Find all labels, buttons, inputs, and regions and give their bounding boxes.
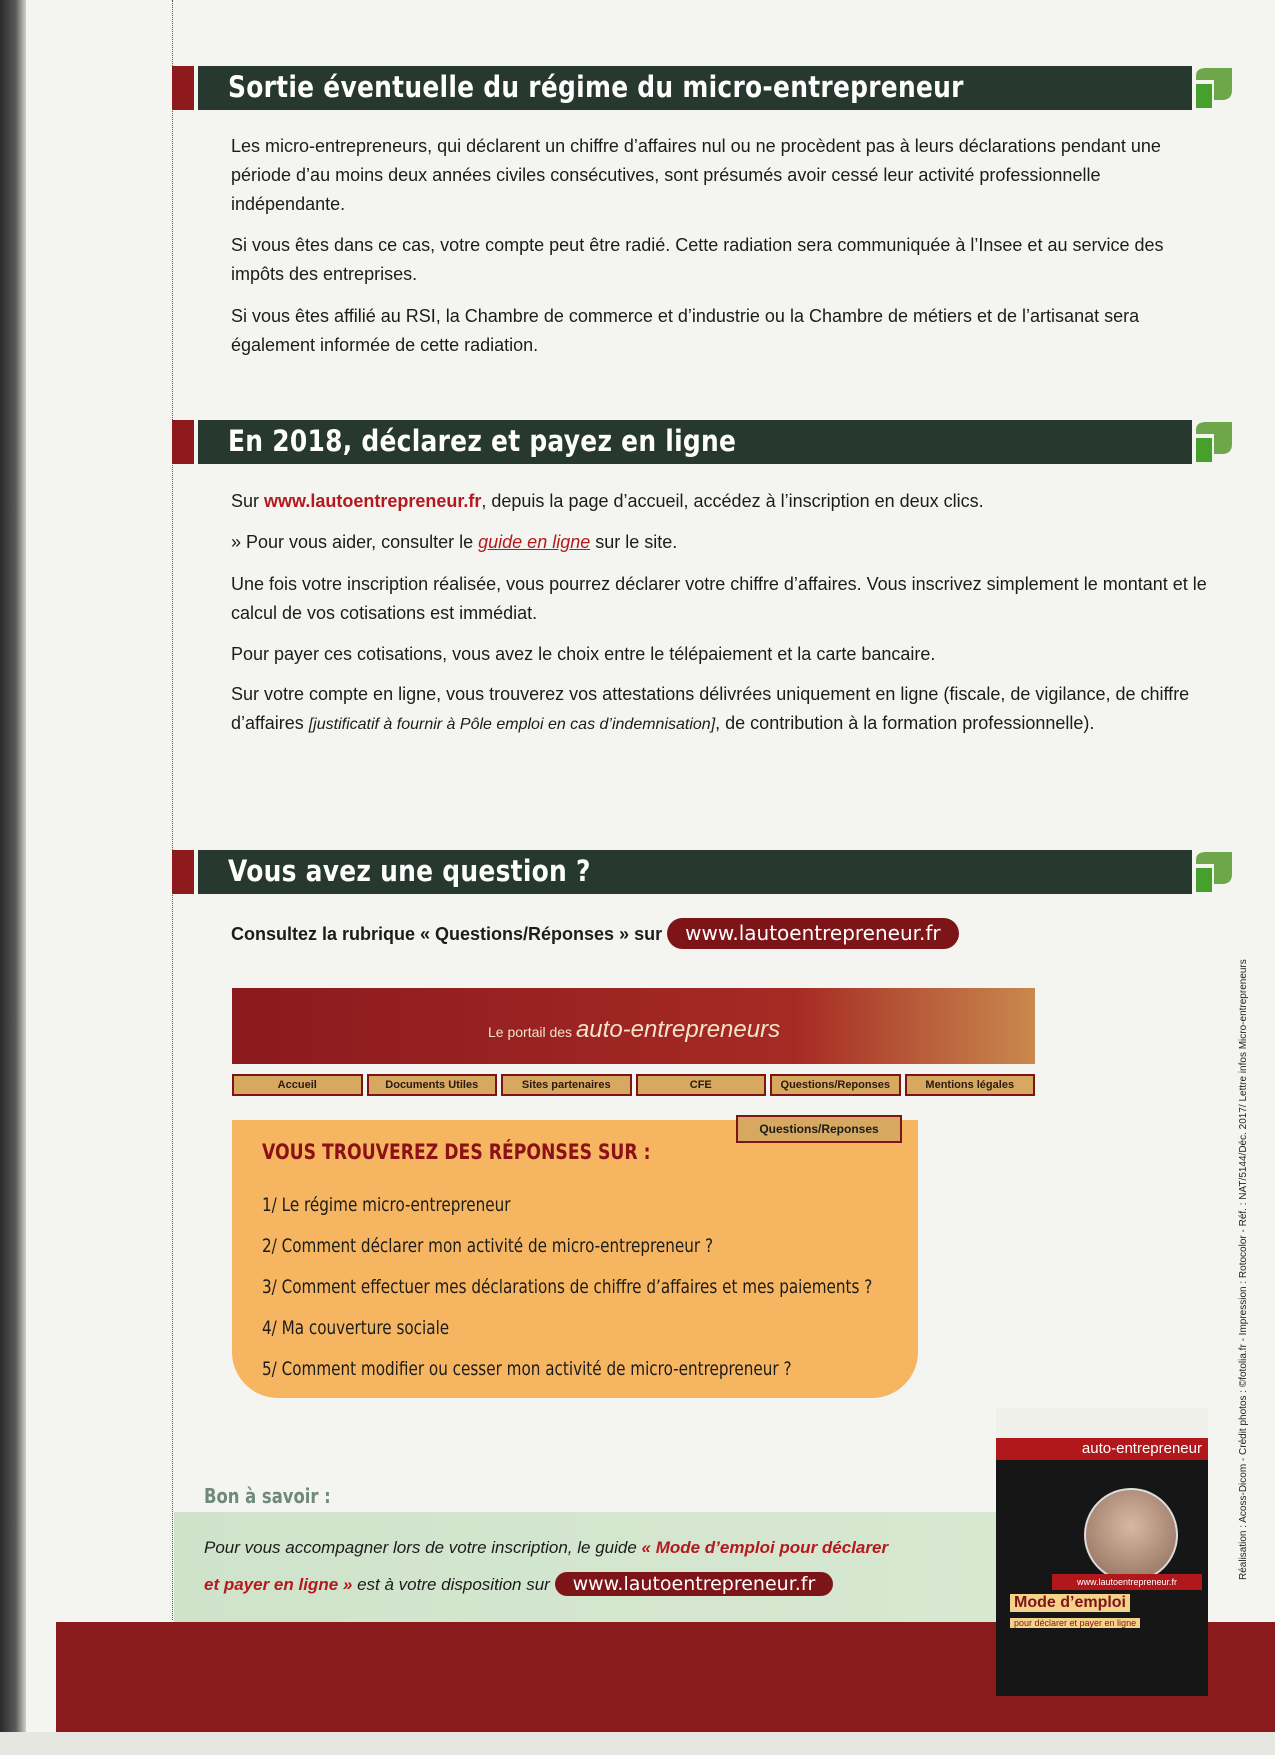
section-title: Sortie éventuelle du régime du micro-entrepreneur <box>228 70 964 104</box>
nav-questions[interactable]: Questions/Reponses <box>770 1074 901 1096</box>
text: Consultez la rubrique « Questions/Réponses » sur <box>231 924 663 944</box>
text: » Pour vous aider, consulter le <box>231 532 479 552</box>
leaf-icon <box>1192 420 1234 464</box>
question-intro <box>231 918 1209 949</box>
site-url-pill[interactable]: www.lautoentrepreneur.fr <box>667 918 959 949</box>
answer-item: 5/ Comment modifier ou cesser mon activité de micro-entrepreneur ? <box>262 1358 792 1380</box>
paragraph <box>231 680 1209 739</box>
crowd-image <box>996 1408 1208 1438</box>
text: auto-entrepreneurs <box>575 1016 781 1043</box>
nav-accueil[interactable]: Accueil <box>232 1074 363 1096</box>
cut-line <box>172 0 173 1620</box>
text: Le portail des <box>488 1024 576 1040</box>
bon-line-2 <box>204 1572 833 1596</box>
section-tab <box>172 66 194 110</box>
cover-subtitle: pour déclarer et payer en ligne <box>1010 1618 1140 1628</box>
paragraph: Les micro-entrepreneurs, qui déclarent un chiffre d’affaires nul ou ne procèdent pas à leurs déclarations pendant une période d’au moins deux années civiles consécutives, sont présumés avoir cessé leur activité professionnelle indépendante. <box>231 136 1161 214</box>
text: , depuis la page d’accueil, accédez à l’inscription en deux clics. <box>481 491 984 511</box>
credits-vertical <box>1238 800 1258 1580</box>
text: Sur <box>231 491 265 511</box>
section-bar <box>198 66 1192 110</box>
binding-edge <box>0 0 26 1755</box>
answers-panel <box>232 1120 918 1398</box>
portal-tagline <box>488 1016 780 1044</box>
bottom-strip <box>0 1732 1275 1755</box>
section-header-question <box>172 850 1234 894</box>
site-url-pill[interactable]: www.lautoentrepreneur.fr <box>555 1572 834 1596</box>
bon-a-savoir-box <box>174 1512 996 1622</box>
credits-text: Réalisation : Acoss-Dicom - Crédit photos : ©fotolia.fr - Impression : Rotocolor - Réf. : NAT/5144/Déc. 2017/ Lettre infos Micro-entrepreneurs <box>1238 959 1249 1580</box>
guide-link[interactable]: guide en ligne <box>478 532 591 552</box>
bon-a-savoir-title: Bon à savoir : <box>204 1484 331 1508</box>
cover-portrait <box>1084 1488 1178 1582</box>
cover-url: www.lautoentrepreneur.fr <box>1052 1574 1202 1590</box>
paragraph: Une fois votre inscription réalisée, vous pourrez déclarer votre chiffre d’affaires. Vous inscrivez simplement le montant et le calcul de vos cotisations est immédiat. <box>231 574 1207 623</box>
portal-nav <box>232 1074 1035 1096</box>
text: « Mode d’emploi pour déclarer <box>641 1538 889 1557</box>
nav-mentions[interactable]: Mentions légales <box>905 1074 1036 1096</box>
section-header-en-ligne <box>172 420 1234 464</box>
paragraph-hint <box>231 528 1209 557</box>
paragraph: Pour payer ces cotisations, vous avez le choix entre le télépaiement et la carte bancaire. <box>231 644 936 664</box>
portal-screenshot <box>232 988 1035 1116</box>
section-tab <box>172 420 194 464</box>
cover-title: Mode d’emploi <box>1010 1594 1130 1612</box>
answer-item: 4/ Ma couverture sociale <box>262 1317 450 1339</box>
answer-item: 2/ Comment déclarer mon activité de micro-entrepreneur ? <box>262 1235 714 1257</box>
nav-sites[interactable]: Sites partenaires <box>501 1074 632 1096</box>
cover-brand: auto-entrepreneur <box>996 1438 1208 1460</box>
text: , de contribution à la formation professionnelle). <box>715 713 1095 733</box>
text: sur le site. <box>590 532 678 552</box>
answer-item: 1/ Le régime micro-entrepreneur <box>262 1194 511 1216</box>
site-link[interactable]: www.lautoentrepreneur.fr <box>264 491 482 511</box>
guide-cover <box>996 1408 1208 1696</box>
questions-tab[interactable]: Questions/Reponses <box>736 1115 902 1143</box>
nav-documents[interactable]: Documents Utiles <box>367 1074 498 1096</box>
bon-line-1 <box>204 1538 888 1558</box>
section-tab <box>172 850 194 894</box>
paragraph: Si vous êtes affilié au RSI, la Chambre de commerce et d’industrie ou la Chambre de métiers et de l’artisanat sera également informée de cette radiation. <box>231 306 1140 355</box>
answer-item: 3/ Comment effectuer mes déclarations de chiffre d’affaires et mes paiements ? <box>262 1276 873 1298</box>
text: et payer en ligne » <box>204 1575 353 1594</box>
text: [justificatif à fournir à Pôle emploi en cas d’indemnisation] <box>308 716 716 733</box>
section-header-sortie <box>172 66 1234 110</box>
paragraph <box>231 487 1209 516</box>
leaf-icon <box>1192 66 1234 110</box>
section-title: Vous avez une question ? <box>228 854 591 888</box>
leaf-icon <box>1192 850 1234 894</box>
text: Pour vous accompagner lors de votre inscription, le guide <box>204 1538 642 1557</box>
portal-banner <box>232 988 1035 1064</box>
section-title: En 2018, déclarez et payez en ligne <box>228 424 737 458</box>
paragraph: Si vous êtes dans ce cas, votre compte peut être radié. Cette radiation sera communiquée à l’Insee et au service des impôts des entreprises. <box>231 235 1164 284</box>
answers-heading: VOUS TROUVEREZ DES RÉPONSES SUR : <box>262 1140 651 1164</box>
text: Sur votre compte en ligne, vous trouverez vos attestations délivrées uniquement en ligne (fiscale, de vigilance, de chiffre d’affaires <box>231 684 1190 733</box>
section-bar <box>198 850 1192 894</box>
section-bar <box>198 420 1192 464</box>
text: est à votre disposition sur <box>352 1575 550 1594</box>
nav-cfe[interactable]: CFE <box>636 1074 767 1096</box>
